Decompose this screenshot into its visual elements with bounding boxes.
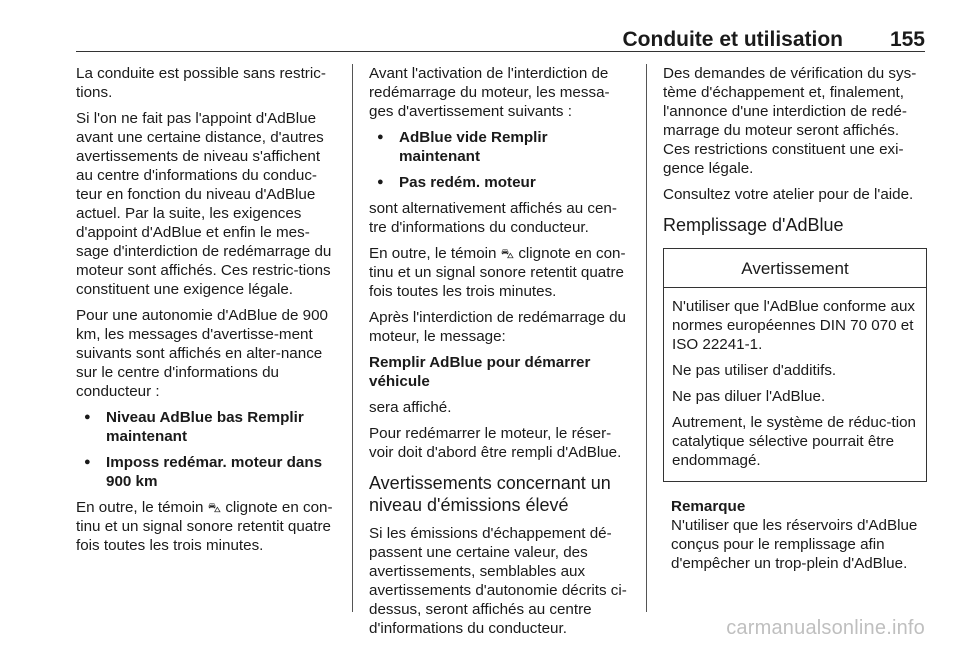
paragraph: N'utiliser que l'AdBlue conforme aux normes européennes DIN 70 070 et ISO 22241-1. bbox=[672, 298, 916, 353]
paragraph: sera affiché. bbox=[369, 399, 452, 416]
paragraph: Pour une autonomie d'AdBlue de 900 km, les messages d'avertisse-ment suivants sont affichés en alter-nance sur le centre d'informations du conducteur : bbox=[76, 307, 328, 400]
paragraph bbox=[369, 244, 631, 301]
paragraph: Ne pas diluer l'AdBlue. bbox=[672, 388, 826, 405]
text-span: En outre, le témoin bbox=[76, 499, 208, 516]
column-3 bbox=[663, 64, 927, 573]
page-number: 155 bbox=[889, 28, 925, 51]
paragraph: Avant l'activation de l'interdiction de redémarrage du moteur, les messa-ges d'avertissement suivants : bbox=[369, 65, 610, 120]
column-divider-1 bbox=[352, 64, 353, 612]
section-title: Conduite et utilisation bbox=[622, 28, 843, 51]
paragraph: Des demandes de vérification du sys-tème d'échappement et, finalement, l'annonce d'une interdiction de redé-marrage du moteur seront affichés. Ces restrictions constituent une exi-gence légale. bbox=[663, 65, 917, 177]
warning-body bbox=[664, 288, 926, 481]
bullet-item: ● AdBlue vide Remplir maintenant bbox=[369, 128, 631, 166]
remark-title: Remarque bbox=[671, 498, 746, 515]
bullet-item: ● Pas redém. moteur bbox=[369, 173, 631, 192]
paragraph: Consultez votre atelier pour de l'aide. bbox=[663, 186, 914, 203]
remark-text: N'utiliser que les réservoirs d'AdBlue conçus pour le remplissage afin d'empêcher un trop-plein d'AdBlue. bbox=[671, 517, 918, 572]
bullet-item: ● Imposs redémar. moteur dans 900 km bbox=[76, 453, 338, 491]
header-divider bbox=[76, 51, 925, 52]
warning-title: Avertissement bbox=[664, 249, 926, 288]
section-heading: Avertissements concernant un niveau d'émissions élevé bbox=[369, 473, 611, 515]
watermark: carmanualsonline.info bbox=[726, 617, 925, 639]
paragraph: Après l'interdiction de redémarrage du moteur, le message: bbox=[369, 309, 627, 345]
column-1 bbox=[76, 64, 338, 562]
adblue-warning-icon: ⛍ bbox=[500, 246, 515, 261]
page-header bbox=[0, 0, 960, 50]
column-2 bbox=[369, 64, 631, 645]
text-span: En outre, le témoin bbox=[369, 245, 501, 262]
paragraph bbox=[76, 498, 338, 555]
paragraph: Si les émissions d'échappement dé-passent une certaine valeur, des avertissements, semblables aux avertissements d'autonomie décrits ci-dessus, seront affichés au centre d'informations du conducteur. bbox=[369, 525, 627, 637]
paragraph: Pour redémarrer le moteur, le réser-voir doit d'abord être rempli d'AdBlue. bbox=[369, 425, 622, 461]
bullet-item: ● Niveau AdBlue bas Remplir maintenant bbox=[76, 408, 338, 446]
message-text: Remplir AdBlue pour démarrer véhicule bbox=[369, 354, 591, 390]
paragraph: Si l'on ne fait pas l'appoint d'AdBlue avant une certaine distance, d'autres avertissements de niveau s'affichent au centre d'informations du conduc-teur en fonction du niveau d'AdBlue actuel. Par la suite, les exigences d'appoint d'AdBlue et enfin le mes-sage d'interdiction de redémarrage du moteur sont affichés. Ces restric-tions constituent une exigence légale. bbox=[76, 110, 332, 298]
text-span: clignote en con-tinu et un signal sonore retentit quatre fois toutes les trois minutes. bbox=[369, 245, 626, 300]
paragraph: Ne pas utiliser d'additifs. bbox=[672, 362, 837, 379]
paragraph: La conduite est possible sans restric-tions. bbox=[76, 65, 326, 101]
column-divider-2 bbox=[646, 64, 647, 612]
text-span: clignote en con-tinu et un signal sonore retentit quatre fois toutes les trois minutes. bbox=[76, 499, 333, 554]
paragraph: Autrement, le système de réduc-tion catalytique sélective pourrait être endommagé. bbox=[672, 414, 916, 469]
paragraph: sont alternativement affichés au cen-tre d'informations du conducteur. bbox=[369, 200, 617, 236]
adblue-warning-icon: ⛍ bbox=[207, 500, 222, 515]
warning-box bbox=[663, 248, 927, 482]
remark-note bbox=[663, 497, 927, 573]
section-heading: Remplissage d'AdBlue bbox=[663, 215, 844, 235]
